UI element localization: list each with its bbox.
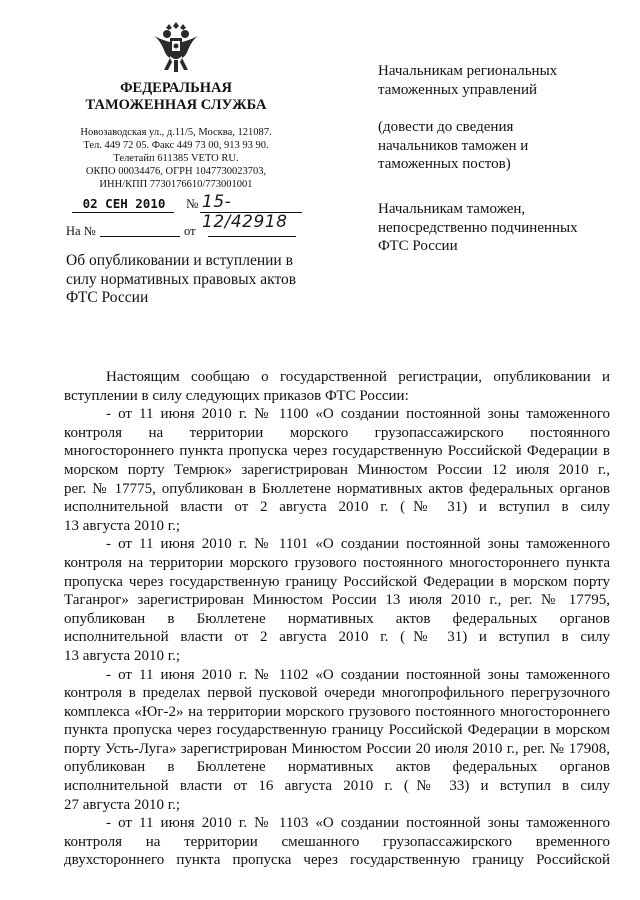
body-line: многостороннего пункта пропуска через государственную Российской Федерации в: [64, 443, 610, 460]
body-line: 13 августа 2010 г.;: [64, 647, 181, 664]
body-line: пункта пропуска через государственную границу Российской Федерации в морском: [64, 722, 610, 739]
inn-line: ИНН/КПП 7730176610/773001001: [99, 179, 253, 190]
subject-line: ФТС России: [66, 289, 149, 306]
body-line: Таганрог» зарегистрирован Минюстом России 13 июля 2010 г., рег. № 17795,: [64, 592, 610, 609]
coat-of-arms-icon: [152, 22, 200, 78]
body-line: двухстороннего пункта пропуска через государственную границу Российской: [64, 852, 610, 869]
reference-line: [66, 224, 298, 244]
body-line: контроля на территории морского грузопассажирского постоянного: [64, 424, 610, 441]
body-line: морском порту Темрюк» зарегистрирован Минюстом России 12 июля 2010 г.,: [64, 461, 610, 478]
subject-line: Об опубликовании и вступлении в: [66, 252, 293, 269]
addressee-line: таможенных управлений: [378, 81, 538, 98]
subject-heading: [66, 252, 336, 308]
addressee-block-2: [378, 118, 628, 174]
body-line: - от 11 июня 2010 г. № 1103 «О создании постоянной зоны таможенного: [106, 815, 610, 832]
addressee-line: начальников таможен и: [378, 137, 529, 154]
org-line-1: ФЕДЕРАЛЬНАЯ: [120, 80, 232, 96]
body-line: контроля на территории морского грузового постоянного многостороннего пункта: [64, 554, 610, 571]
date-underline: [72, 212, 174, 213]
body-line: - от 11 июня 2010 г. № 1101 «О создании постоянной зоны таможенного: [106, 536, 610, 553]
body-line: рег. № 17775, опубликован в Бюллетене нормативных актов федеральных органов: [64, 480, 610, 497]
body-line: 13 августа 2010 г.;: [64, 517, 181, 534]
body-line: опубликован в Бюллетене нормативных актов федеральных органов: [64, 610, 610, 627]
body-line: порту Усть-Луга» зарегистрирован Минюстом России 20 июля 2010 г., рег. № 17908,: [64, 740, 610, 757]
body-line: Настоящим сообщаю о государственной регистрации, опубликовании и: [106, 369, 610, 385]
body-line: комплекса «Юг-2» на территории морского грузового постоянного многостороннего: [64, 703, 610, 720]
addressee-block-1: [378, 62, 628, 99]
body-line: 27 августа 2010 г.;: [64, 796, 181, 813]
body-line: пропуска через государственную границу Российской Федерации в морском порту: [64, 573, 610, 590]
addressee-line: таможенных постов): [378, 156, 511, 172]
from-underline: [208, 236, 296, 237]
phone-line: Тел. 449 72 05. Факс 449 73 00, 913 93 90.: [83, 140, 269, 151]
contact-details: [60, 126, 292, 191]
reference-label: На №: [66, 224, 96, 238]
body-line: - от 11 июня 2010 г. № 1102 «О создании постоянной зоны таможенного: [106, 666, 610, 683]
address-line: Новозаводская ул., д.11/5, Москва, 121087.: [80, 127, 272, 138]
addressee-line: Начальникам региональных: [378, 63, 558, 79]
registration-date: 02 СЕН 2010: [82, 196, 166, 211]
body-line: вступлении в силу следующих приказов ФТС России:: [64, 387, 409, 404]
body-line: опубликован в Бюллетене нормативных актов федеральных органов: [64, 759, 610, 776]
addressee-line: Начальникам таможен,: [378, 201, 526, 217]
reference-underline: [100, 236, 180, 237]
body-line: исполнительной власти от 2 августа 2010 г. (№ 31) и вступил в силу: [64, 629, 610, 646]
registration-number: 15-12/42918: [202, 192, 288, 232]
number-label: №: [186, 196, 199, 211]
from-label: от: [184, 224, 196, 238]
body-line: исполнительной власти от 2 августа 2010 г. (№ 31) и вступил в силу: [64, 499, 610, 516]
body-line: исполнительной власти от 16 августа 2010 г. (№ 33) и вступил в силу: [64, 778, 610, 795]
organization-name: [60, 80, 292, 114]
subject-line: силу нормативных правовых актов: [66, 270, 297, 288]
addressee-block-3: [378, 200, 628, 256]
addressee-line: (довести до сведения: [378, 119, 514, 135]
addressee-line: ФТС России: [378, 238, 458, 254]
addressee-line: непосредственно подчиненных: [378, 219, 578, 236]
teletype-line: Телетайп 611385 VETO RU.: [113, 153, 239, 164]
body-line: контроля в пределах первой пусковой очереди многопрофильного перегрузочного: [64, 685, 610, 702]
body-line: контроля на территории смешанного грузопассажирского временного: [64, 833, 610, 850]
org-line-2: ТАМОЖЕННАЯ СЛУЖБА: [85, 97, 267, 113]
body-line: - от 11 июня 2010 г. № 1100 «О создании постоянной зоны таможенного: [106, 406, 610, 423]
okpo-line: ОКПО 00034476, ОГРН 1047730023703,: [85, 166, 267, 177]
letter-body: [64, 368, 610, 870]
number-underline: [200, 212, 302, 213]
